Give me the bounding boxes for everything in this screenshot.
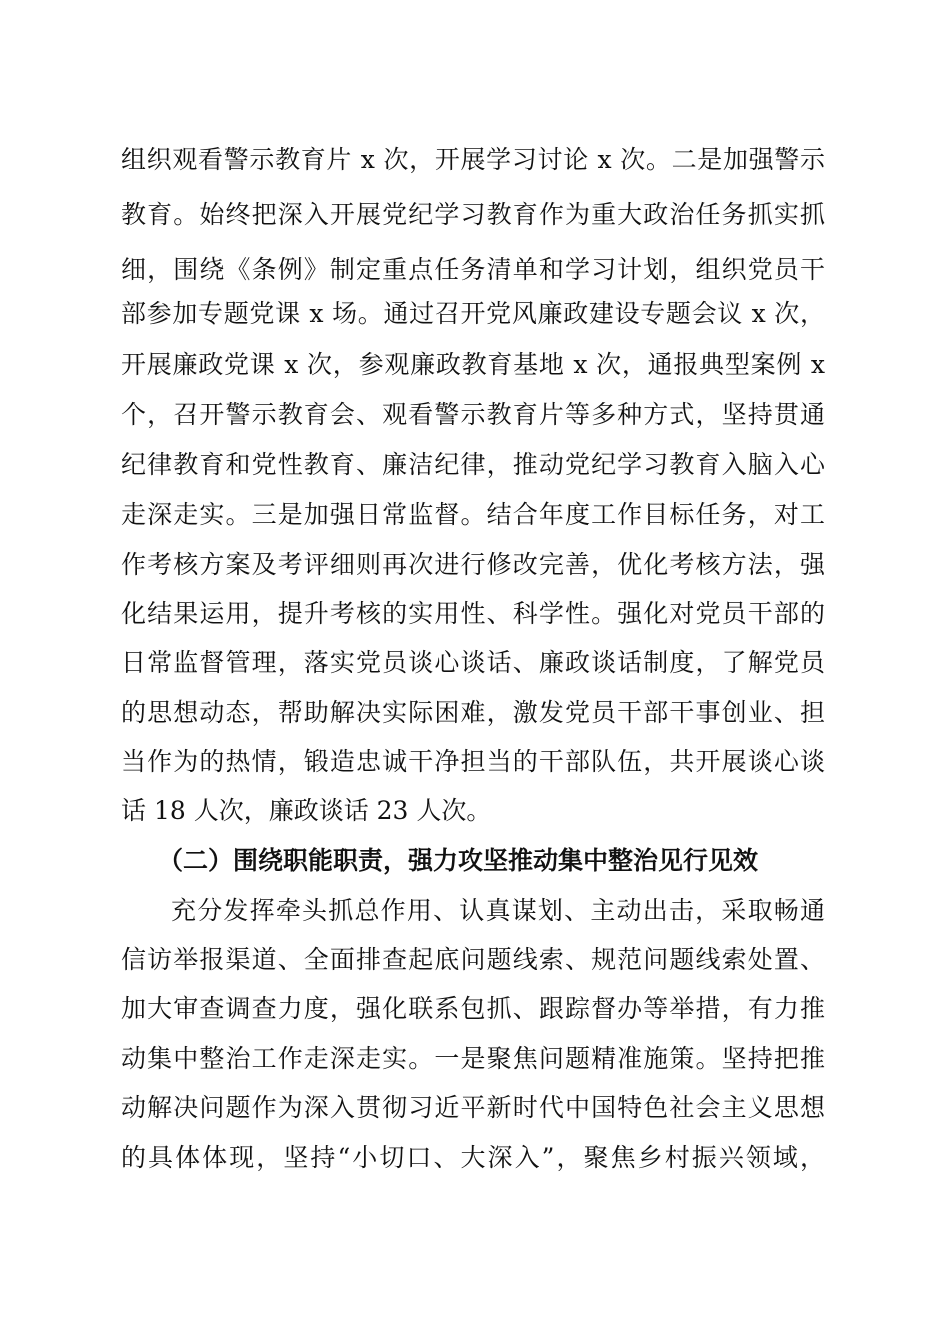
- paragraph-line: 开展廉政党课 x 次，参观廉政教育基地 x 次，通报典型案例 x: [121, 350, 825, 379]
- paragraph-line: 组织观看警示教育片 x 次，开展学习讨论 x 次。二是加强警示: [121, 145, 825, 174]
- paragraph-line: 教育。始终把深入开展党纪学习教育作为重大政治任务抓实抓: [121, 200, 825, 229]
- paragraph-line: 纪律教育和党性教育、廉洁纪律，推动党纪学习教育入脑入心: [121, 450, 825, 479]
- paragraph-line: 加大审查调查力度，强化联系包抓、跟踪督办等举措，有力推: [121, 994, 825, 1023]
- paragraph-line: 作考核方案及考评细则再次进行修改完善，优化考核方法，强: [121, 550, 825, 579]
- paragraph-line: 动集中整治工作走深走实。一是聚焦问题精准施策。坚持把推: [121, 1044, 825, 1073]
- paragraph-line: 动解决问题作为深入贯彻习近平新时代中国特色社会主义思想: [121, 1093, 825, 1122]
- paragraph-line: 话 18 人次，廉政谈话 23 人次。: [121, 796, 492, 825]
- paragraph-line: 充分发挥牵头抓总作用、认真谋划、主动出击，采取畅通: [171, 896, 825, 925]
- paragraph-line: 信访举报渠道、全面排查起底问题线索、规范问题线索处置、: [121, 945, 825, 974]
- paragraph-line: 化结果运用，提升考核的实用性、科学性。强化对党员干部的: [121, 599, 825, 628]
- paragraph-line: 细，围绕《条例》制定重点任务清单和学习计划，组织党员干: [121, 255, 825, 284]
- paragraph-line: 的具体体现，坚持“小切口、大深入”，聚焦乡村振兴领域，: [121, 1143, 825, 1172]
- paragraph-line: 个，召开警示教育会、观看警示教育片等多种方式，坚持贯通: [121, 400, 825, 429]
- paragraph-line: 部参加专题党课 x 场。通过召开党风廉政建设专题会议 x 次，: [121, 299, 825, 328]
- section-heading: （二）围绕职能职责，强力攻坚推动集中整治见行见效: [158, 846, 759, 875]
- paragraph-line: 走深走实。三是加强日常监督。结合年度工作目标任务，对工: [121, 500, 825, 529]
- paragraph-line: 当作为的热情，锻造忠诚干净担当的干部队伍，共开展谈心谈: [121, 747, 825, 776]
- paragraph-line: 日常监督管理，落实党员谈心谈话、廉政谈话制度，了解党员: [121, 648, 825, 677]
- paragraph-line: 的思想动态，帮助解决实际困难，激发党员干部干事创业、担: [121, 698, 825, 727]
